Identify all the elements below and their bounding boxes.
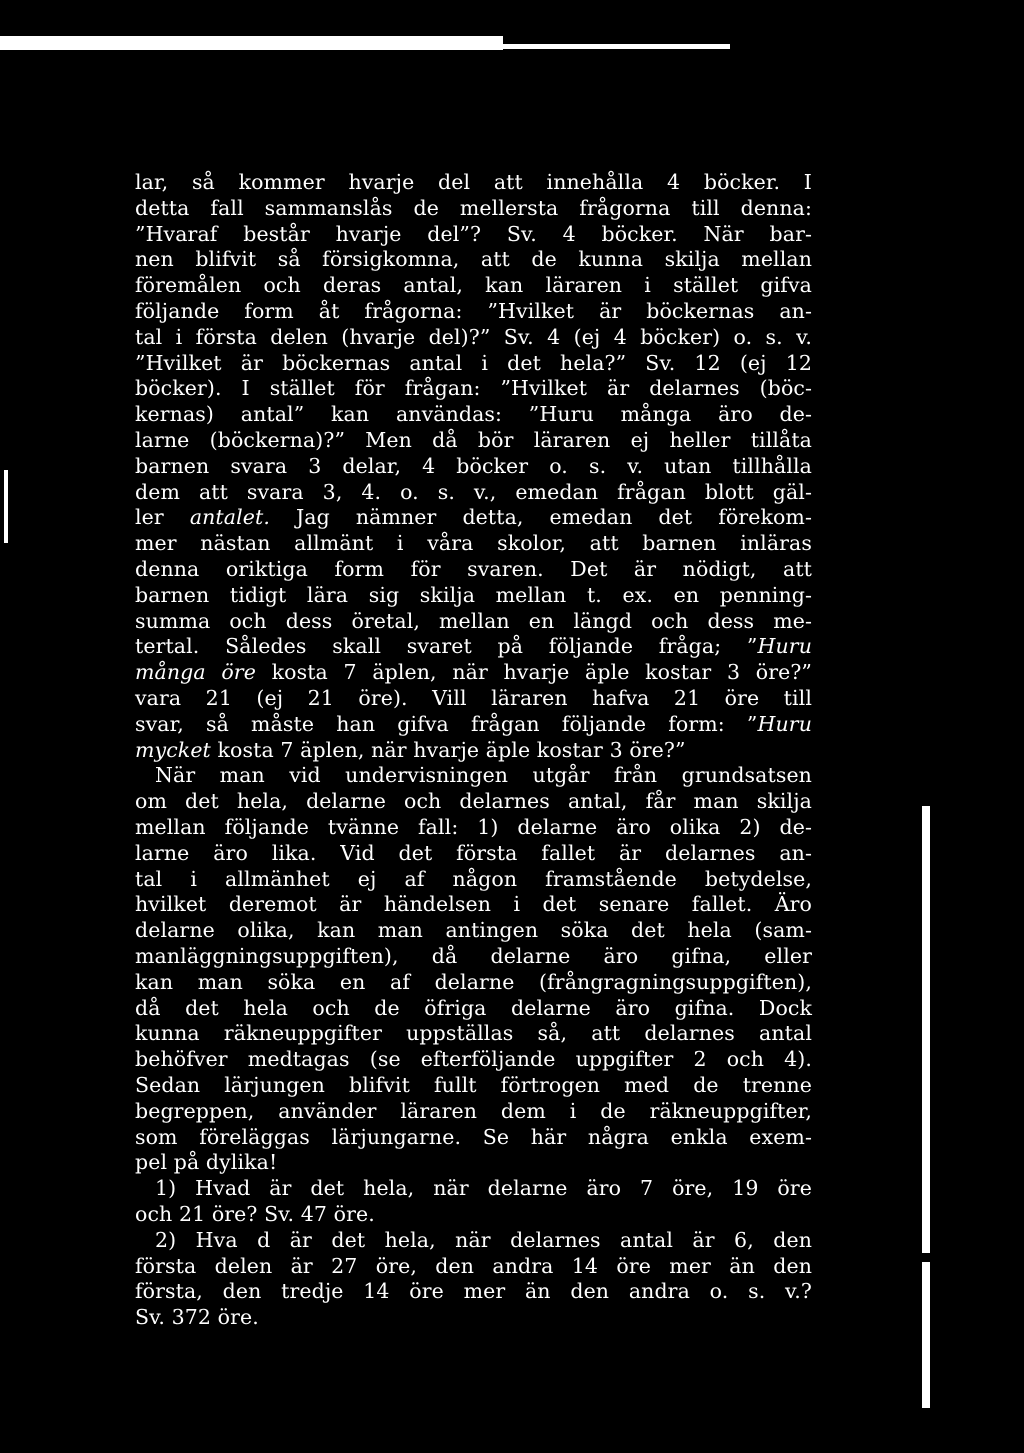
line-text: När man vid undervisningen utgår från grundsatsen — [155, 763, 812, 788]
italic-text: Huru — [757, 634, 812, 659]
line-text: hvilket deremot är händelsen i det senare fallet. Äro — [135, 892, 812, 917]
text-line — [135, 1099, 812, 1123]
text-line — [135, 1073, 812, 1097]
text-line — [135, 428, 812, 452]
line-text: barnen svara 3 delar, 4 böcker o. s. v. utan tillhålla — [135, 453, 812, 478]
line-text: ”Hvilket är böckernas antal i det hela?” Sv. 12 (ej 12 — [135, 350, 812, 375]
line-text: ler — [135, 505, 190, 530]
line-text: 1) Hvad är det hela, när delarne äro 7 öre, 19 öre — [155, 1176, 812, 1201]
text-line — [135, 738, 787, 762]
line-text: larne (böckerna)?” Men då bör läraren ej heller tillåta — [135, 428, 812, 452]
line-text: larne äro lika. Vid det första fallet är delarnes an- — [135, 840, 812, 865]
line-text: lar, så kommer hvarje del att innehålla 4 böcker. I — [135, 170, 812, 194]
text-line — [135, 196, 812, 220]
line-text: dem att svara 3, 4. o. s. v., emedan frågan blott gäl- — [135, 479, 812, 504]
line-text: tal i första delen (hvarje del)?” Sv. 4 (ej 4 böcker) o. s. v. — [135, 324, 812, 349]
text-line — [135, 1254, 812, 1278]
text-line — [135, 170, 812, 194]
line-text: följande form åt frågorna: ”Hvilket är böckernas an- — [135, 299, 812, 323]
text-line — [135, 402, 812, 426]
italic-text: Huru — [757, 711, 812, 736]
text-line — [135, 531, 812, 555]
text-line — [135, 1047, 812, 1071]
text-line — [135, 867, 812, 891]
line-text: Sv. 372 öre. — [135, 1305, 259, 1330]
text-line — [135, 273, 812, 297]
text-line — [135, 841, 812, 865]
line-text: tertal. Således skall svaret på följande fråga; ” — [135, 634, 758, 659]
text-line — [135, 505, 812, 529]
text-line — [135, 892, 812, 916]
line-text: barnen tidigt lära sig skilja mellan t. ex. en penning- — [135, 582, 812, 607]
text-line — [135, 325, 812, 349]
text-line — [135, 1279, 812, 1303]
line-text: kunna räkneuppgifter uppställas så, att delarnes antal — [135, 1021, 812, 1046]
line-text: då det hela och de öfriga delarne äro gifna. Dock — [135, 995, 812, 1020]
italic-text: mycket — [135, 737, 211, 762]
text-line — [135, 970, 812, 994]
line-text: summa och dess öretal, mellan en längd och dess me- — [135, 608, 812, 633]
text-line — [135, 1150, 315, 1174]
line-text: manläggningsuppgiften), då delarne äro gifna, eller — [135, 944, 812, 968]
text-line — [135, 712, 812, 736]
text-line — [135, 789, 812, 813]
line-text: böcker). I stället för frågan: ”Hvilket är delarnes (böc- — [135, 376, 812, 401]
line-text: delarne olika, kan man antingen söka det hela (sam- — [135, 918, 812, 943]
text-line — [135, 944, 812, 968]
line-text: behöfver medtagas (se efterföljande uppgifter 2 och 4). — [135, 1047, 812, 1072]
line-text: tal i allmänhet ej af någon framstående betydelse, — [135, 866, 812, 891]
text-line — [135, 634, 812, 658]
text-line — [135, 609, 812, 633]
line-text: Jag nämner detta, emedan det förekom- — [269, 505, 812, 530]
text-line — [135, 454, 812, 478]
line-text: första, den tredje 14 öre mer än den andra o. s. v.? — [135, 1279, 812, 1304]
line-text: föremålen och deras antal, kan läraren i stället gifva — [135, 273, 812, 298]
line-text: ”Hvaraf består hvarje del”? Sv. 4 böcker. När bar- — [135, 221, 812, 246]
line-text: 2) Hva d är det hela, när delarnes antal är 6, den — [155, 1227, 812, 1252]
line-text: kernas) antal” kan användas: ”Huru många äro de- — [135, 402, 812, 427]
line-text: mellan följande tvänne fall: 1) delarne äro olika 2) de- — [135, 815, 812, 839]
text-line — [135, 996, 812, 1020]
text-line — [155, 1228, 812, 1252]
italic-text: många öre — [135, 660, 256, 685]
line-text: begreppen, använder läraren dem i de räkneuppgifter, — [135, 1098, 812, 1123]
text-line — [135, 660, 812, 684]
line-text: svar, så måste han gifva frågan följande form: ” — [135, 711, 758, 736]
text-line — [135, 1305, 285, 1329]
line-text: kosta 7 äplen, när hvarje äple kostar 3 öre?” — [210, 737, 686, 762]
text-line — [135, 1202, 425, 1226]
text-line — [155, 1176, 812, 1200]
text-line — [135, 815, 812, 839]
text-line — [135, 1021, 812, 1045]
text-line — [155, 763, 812, 787]
text-line — [135, 299, 812, 323]
line-text: mer nästan allmänt i våra skolor, att barnen inläras — [135, 531, 812, 556]
text-line — [135, 376, 812, 400]
line-text: och 21 öre? Sv. 47 öre. — [135, 1202, 375, 1226]
line-text: kosta 7 äplen, när hvarje äple kostar 3 öre?” — [255, 660, 813, 685]
text-line — [135, 1125, 812, 1149]
line-text: första delen är 27 öre, den andra 14 öre mer än den — [135, 1253, 812, 1278]
text-line — [135, 686, 812, 710]
text-line — [135, 557, 812, 581]
line-text: Sedan lärjungen blifvit fullt förtrogen med de trenne — [135, 1073, 812, 1097]
line-text: detta fall sammanslås de mellersta frågorna till denna: — [135, 195, 812, 220]
line-text: vara 21 (ej 21 öre). Vill läraren hafva 21 öre till — [135, 686, 812, 710]
text-line — [135, 222, 812, 246]
text-line — [135, 247, 812, 271]
text-line — [135, 918, 812, 942]
text-line — [135, 583, 812, 607]
text-line — [135, 351, 812, 375]
line-text: som föreläggas lärjungarne. Se här några enkla exem- — [135, 1124, 812, 1149]
line-text: kan man söka en af delarne (frångragningsuppgiften), — [135, 969, 812, 994]
line-text: nen blifvit så försigkomna, att de kunna skilja mellan — [135, 247, 812, 272]
line-text: denna oriktiga form för svaren. Det är nödigt, att — [135, 557, 812, 581]
text-line — [135, 480, 812, 504]
line-text: om det hela, delarne och delarnes antal, får man skilja — [135, 789, 812, 814]
italic-text: antalet. — [189, 505, 270, 530]
line-text: pel på dylika! — [135, 1150, 278, 1175]
